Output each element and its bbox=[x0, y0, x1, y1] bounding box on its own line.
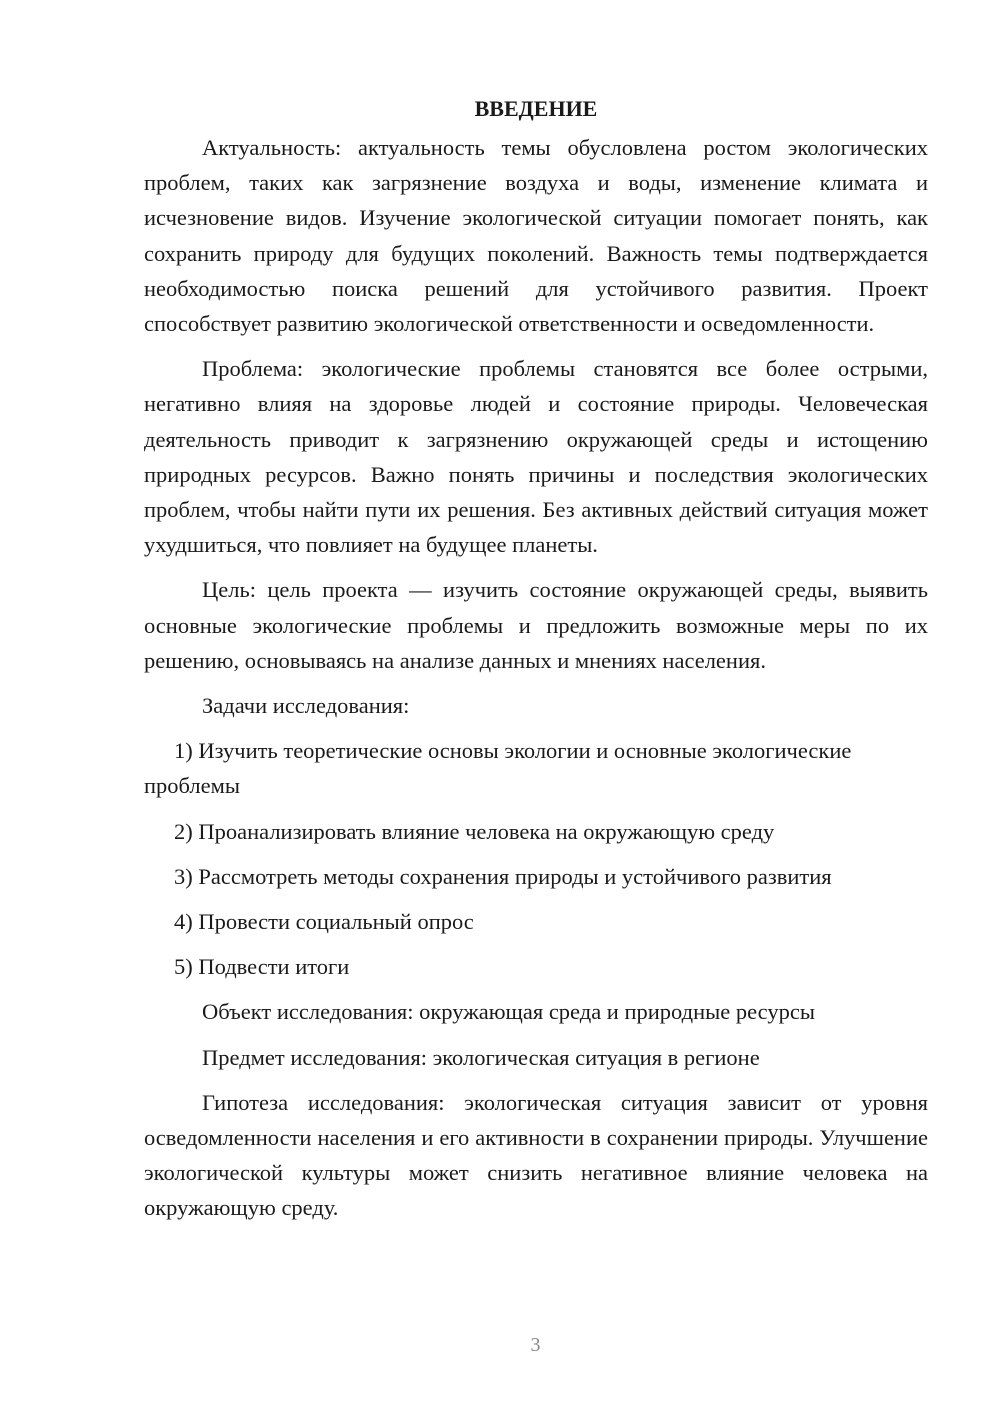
task-item-2: 2) Проанализировать влияние человека на окружающую среду bbox=[174, 818, 775, 844]
paragraph-problem: Проблема: экологические проблемы становятся все более острыми, негативно влияя на здоровье людей и состояние природы. Человеческая деятельность приводит к загрязнению окружающей среды и истощению природных ресурсов. Важно понять причины и последствия экологических проблем, чтобы найти пути их решения. Без активных действий ситуация может ухудшиться, что повлияет на будущее планеты. bbox=[144, 356, 928, 558]
paragraph-object: Объект исследования: окружающая среда и природные ресурсы bbox=[202, 999, 815, 1025]
paragraph-relevance: Актуальность: актуальность темы обусловлена ростом экологических проблем, таких как загрязнение воздуха и воды, изменение климата и исчезновение видов. Изучение экологической ситуации помогает понять, как сохранить природу для будущих поколений. Важность темы подтверждается необходимостью поиска решений для устойчивого развития. Проект способствует развитию экологической ответственности и осведомленности. bbox=[144, 135, 928, 337]
section-title: ВВЕДЕНИЕ bbox=[474, 96, 598, 121]
tasks-heading: Задачи исследования: bbox=[202, 693, 410, 719]
page-number: 3 bbox=[530, 1334, 541, 1356]
paragraph-subject: Предмет исследования: экологическая ситуация в регионе bbox=[202, 1044, 760, 1070]
task-item-3: 3) Рассмотреть методы сохранения природы и устойчивого развития bbox=[174, 863, 832, 889]
task-item-5: 5) Подвести итоги bbox=[174, 954, 350, 980]
page-content bbox=[144, 92, 928, 1236]
paragraph-goal: Цель: цель проекта — изучить состояние окружающей среды, выявить основные экологические проблемы и предложить возможные меры по их решению, основываясь на анализе данных и мнениях населения. bbox=[144, 577, 928, 673]
tasks-list bbox=[144, 733, 928, 984]
paragraph-hypothesis: Гипотеза исследования: экологическая ситуация зависит от уровня осведомленности населения и его активности в сохранении природы. Улучшение экологической культуры может снизить негативное влияние человека на окружающую среду. bbox=[144, 1089, 928, 1221]
task-item-1: 1) Изучить теоретические основы экологии и основные экологические проблемы bbox=[144, 738, 852, 799]
task-item-4: 4) Провести социальный опрос bbox=[174, 909, 474, 935]
